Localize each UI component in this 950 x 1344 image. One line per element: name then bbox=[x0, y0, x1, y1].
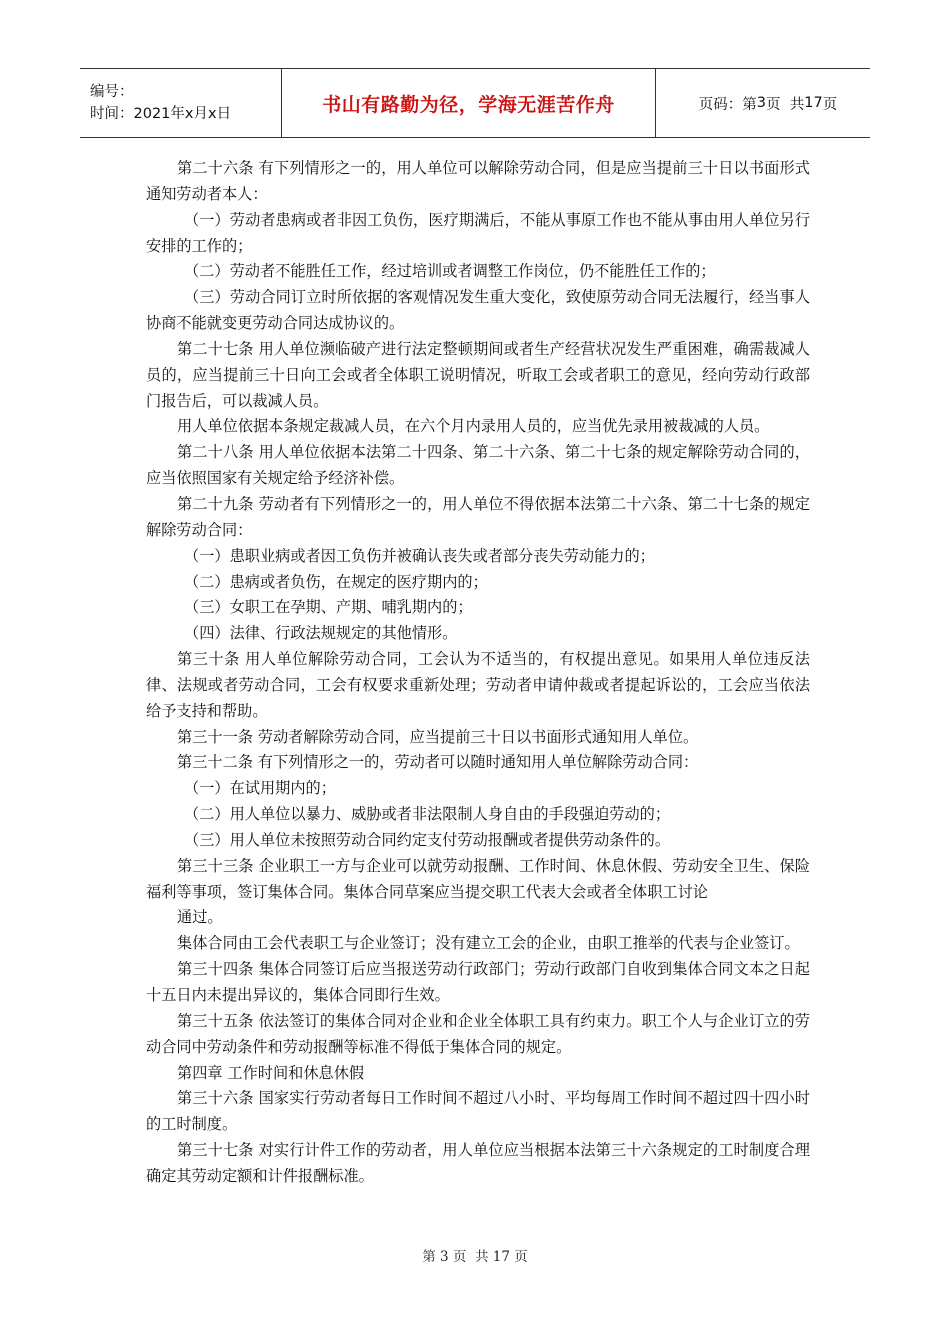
chapter-4-heading: 第四章 工作时间和休息休假 bbox=[177, 1063, 365, 1082]
page-label: 页码：第 bbox=[698, 96, 757, 113]
header-meta bbox=[80, 69, 282, 137]
page-current-number: 3 bbox=[756, 95, 767, 111]
header-page-info bbox=[656, 69, 870, 137]
article-29-item-3: （三）女职工在孕期、产期、哺乳期内的； bbox=[184, 598, 473, 617]
document-code-label: 编号： bbox=[90, 84, 134, 100]
article-37: 第三十七条 对实行计件工作的劳动者，用人单位应当根据本法第三十六条规定的工时制度合理确定其劳动定额和计件报酬标准。 bbox=[146, 1141, 810, 1185]
article-26-item-2: （二）劳动者不能胜任工作，经过培训或者调整工作岗位，仍不能胜任工作的； bbox=[184, 262, 716, 281]
document-time-label: 时间：2021年x月x日 bbox=[90, 106, 232, 122]
article-32-item-1: （一）在试用期内的； bbox=[184, 779, 336, 798]
page-mid-label: 页 共 bbox=[766, 96, 805, 113]
footer-suffix: 页 bbox=[514, 1249, 528, 1265]
article-26: 第二十六条 有下列情形之一的，用人单位可以解除劳动合同，但是应当提前三十日以书面形式通知劳动者本人： bbox=[146, 159, 810, 203]
footer-mid: 页 共 bbox=[452, 1249, 489, 1265]
article-33-continuation: 通过。 bbox=[177, 908, 223, 927]
article-32: 第三十二条 有下列情形之一的，劳动者可以随时通知用人单位解除劳动合同： bbox=[177, 753, 699, 772]
page-header bbox=[80, 68, 870, 138]
article-32-item-3: （三）用人单位未按照劳动合同约定支付劳动报酬或者提供劳动条件的。 bbox=[184, 830, 670, 849]
article-33: 第三十三条 企业职工一方与企业可以就劳动报酬、工作时间、休息休假、劳动安全卫生、保险福利等事项，签订集体合同。集体合同草案应当提交职工代表大会或者全体职工讨论 bbox=[146, 856, 810, 901]
page-total-number: 17 bbox=[804, 95, 823, 111]
article-29: 第二十九条 劳动者有下列情形之一的，用人单位不得依据本法第二十六条、第二十七条的规定解除劳动合同： bbox=[146, 494, 810, 539]
article-27-paragraph-2: 用人单位依据本条规定裁减人员，在六个月内录用人员的，应当优先录用被裁减的人员。 bbox=[177, 417, 770, 436]
document-body bbox=[146, 156, 810, 1190]
article-32-item-2: （二）用人单位以暴力、威胁或者非法限制人身自由的手段强迫劳动的； bbox=[184, 805, 670, 824]
article-36: 第三十六条 国家实行劳动者每日工作时间不超过八小时、平均每周工作时间不超过四十四小时的工时制度。 bbox=[146, 1089, 810, 1134]
article-27: 第二十七条 用人单位濒临破产进行法定整顿期间或者生产经营状况发生严重困难，确需裁减人员的，应当提前三十日向工会或者全体职工说明情况，听取工会或者职工的意见，经向劳动行政部门报告后，可以裁减人员。 bbox=[146, 339, 810, 410]
article-28: 第二十八条 用人单位依据本法第二十四条、第二十六条、第二十七条的规定解除劳动合同的，应当依照国家有关规定给予经济补偿。 bbox=[146, 443, 810, 488]
article-29-item-4: （四）法律、行政法规规定的其他情形。 bbox=[184, 624, 458, 643]
page-footer bbox=[0, 1245, 950, 1265]
article-29-item-2: （二）患病或者负伤，在规定的医疗期内的； bbox=[184, 572, 488, 591]
footer-current-page: 3 bbox=[440, 1249, 449, 1265]
page-end-label: 页 bbox=[822, 96, 838, 113]
article-33-paragraph-2: 集体合同由工会代表职工与企业签订；没有建立工会的企业，由职工推举的代表与企业签订。 bbox=[177, 934, 800, 953]
article-29-item-1: （一）患职业病或者因工负伤并被确认丧失或者部分丧失劳动能力的； bbox=[184, 546, 655, 565]
article-26-item-3: （三）劳动合同订立时所依据的客观情况发生重大变化，致使原劳动合同无法履行，经当事人协商不能就变更劳动合同达成协议的。 bbox=[146, 288, 810, 333]
article-35: 第三十五条 依法签订的集体合同对企业和企业全体职工具有约束力。职工个人与企业订立的劳动合同中劳动条件和劳动报酬等标准不得低于集体合同的规定。 bbox=[146, 1011, 810, 1056]
article-30: 第三十条 用人单位解除劳动合同，工会认为不适当的，有权提出意见。如果用人单位违反法律、法规或者劳动合同，工会有权要求重新处理；劳动者申请仲裁或者提起诉讼的，工会应当依法给予支持和帮助。 bbox=[146, 650, 810, 720]
header-motto-cell bbox=[282, 69, 656, 137]
article-26-item-1: （一）劳动者患病或者非因工负伤，医疗期满后，不能从事原工作也不能从事由用人单位另行安排的工作的； bbox=[146, 210, 810, 255]
article-31: 第三十一条 劳动者解除劳动合同，应当提前三十日以书面形式通知用人单位。 bbox=[177, 727, 699, 746]
footer-prefix: 第 bbox=[422, 1249, 436, 1265]
header-motto: 书山有路勤为径，学海无涯苦作舟 bbox=[322, 93, 615, 116]
footer-total-pages: 17 bbox=[492, 1249, 510, 1265]
article-34: 第三十四条 集体合同签订后应当报送劳动行政部门；劳动行政部门自收到集体合同文本之日起十五日内未提出异议的，集体合同即行生效。 bbox=[146, 960, 810, 1004]
